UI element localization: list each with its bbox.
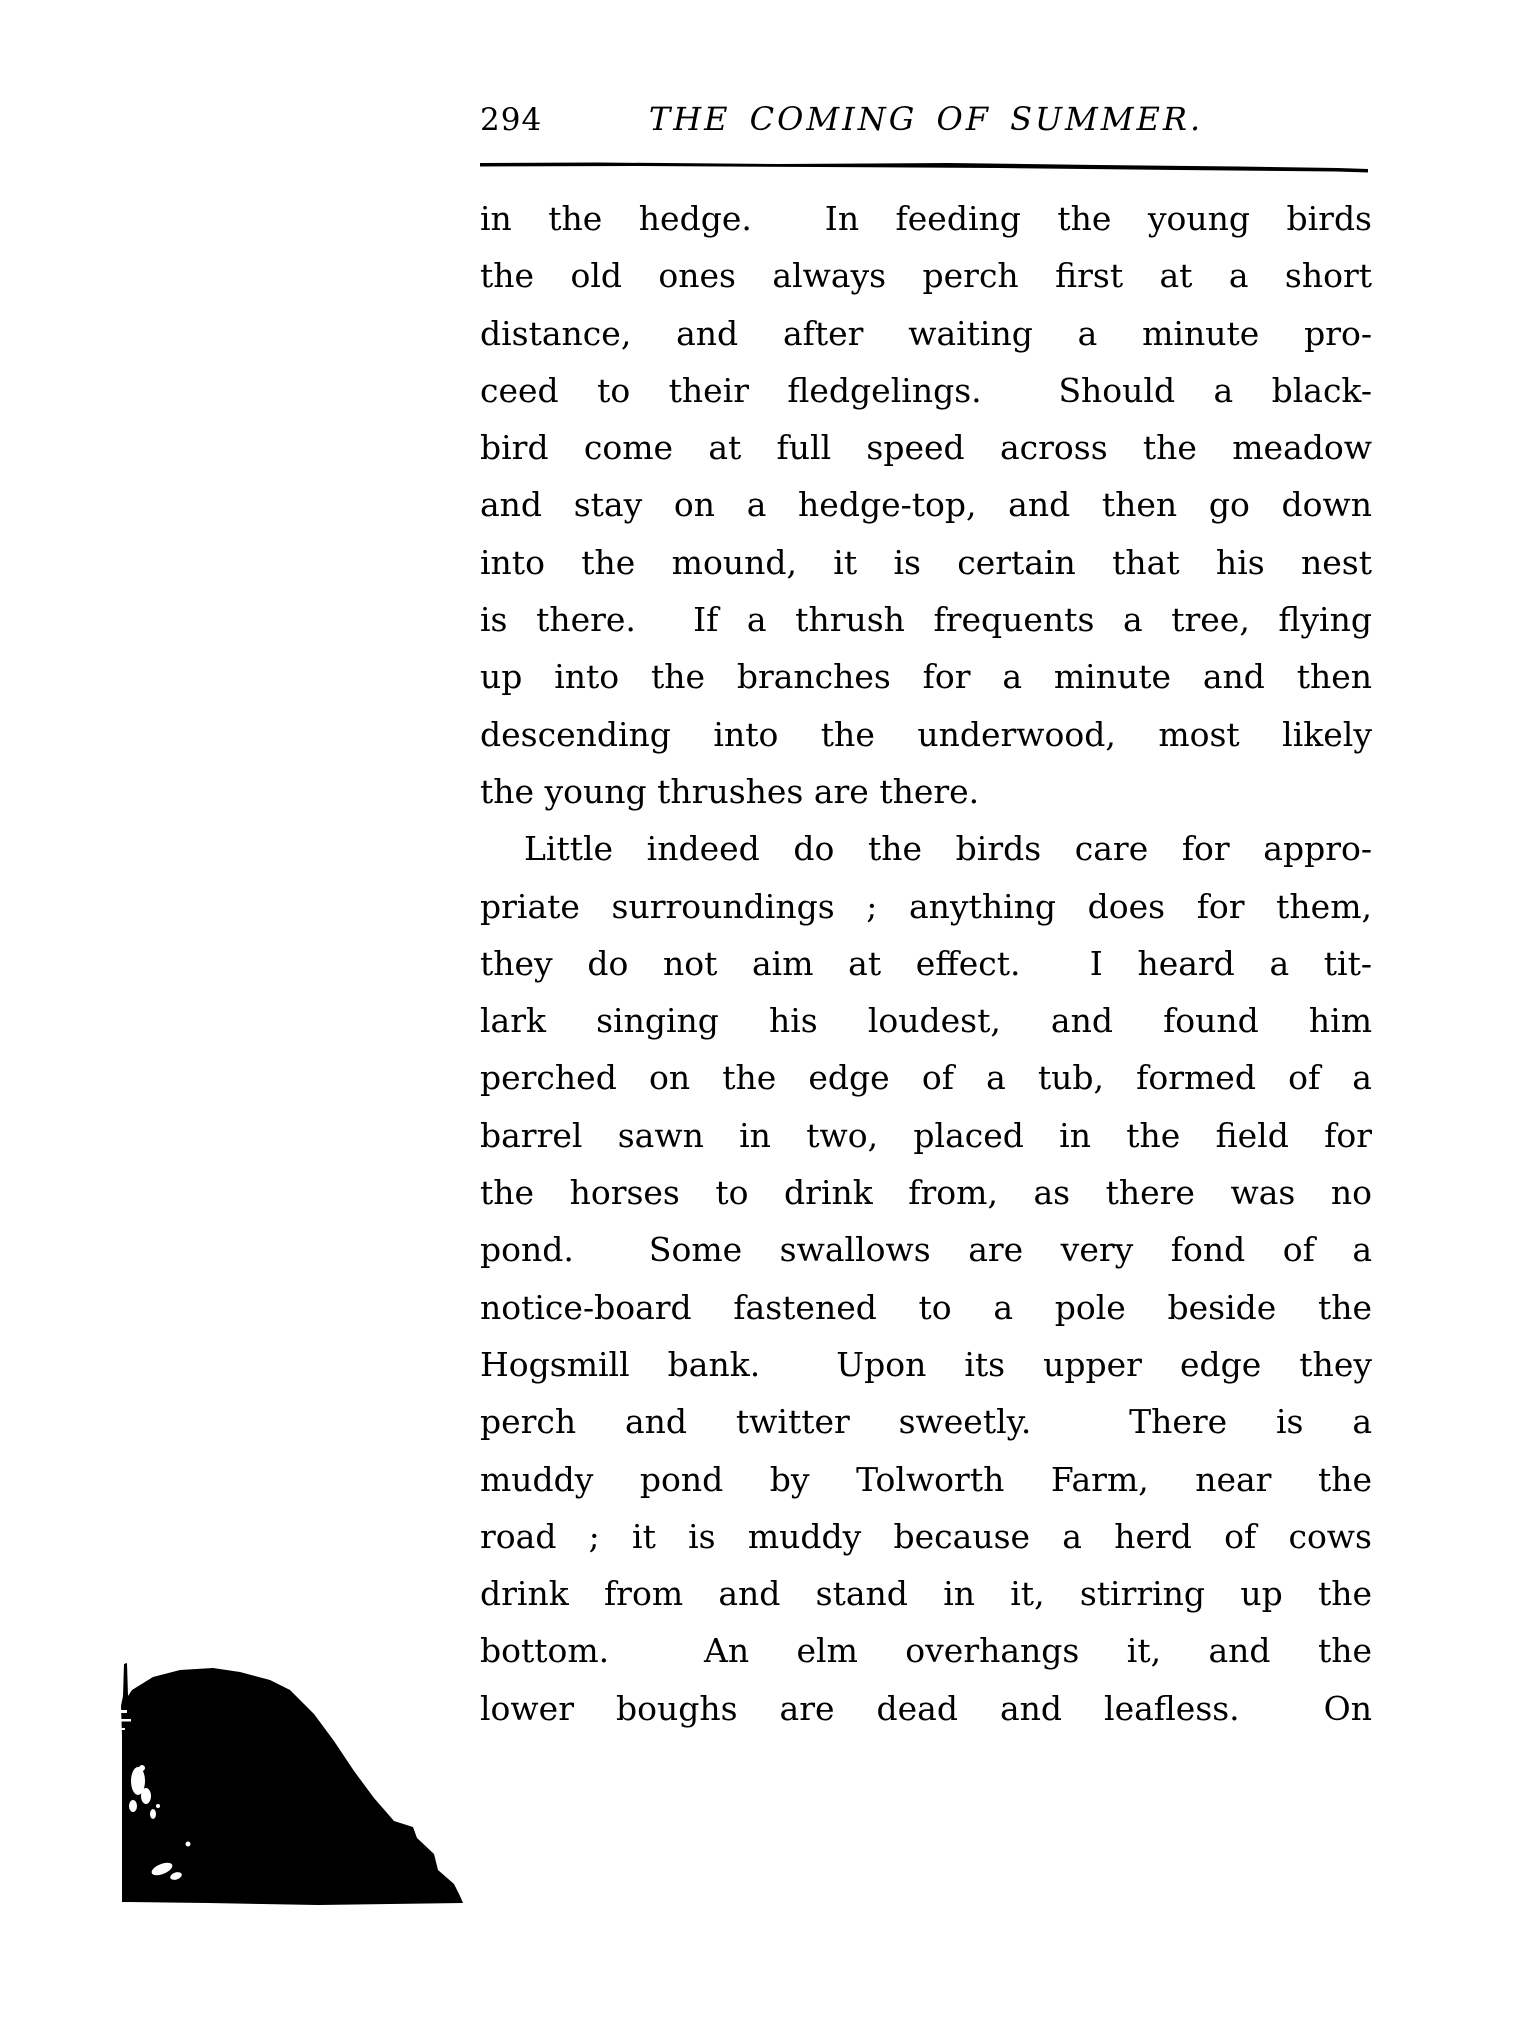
text-line: priate surroundings ; anything does for them,	[480, 886, 1372, 926]
ink-blot-figure	[118, 1656, 470, 1908]
text-line: lower boughs are dead and leafless. On	[480, 1688, 1372, 1728]
text-line: distance, and after waiting a minute pro-	[480, 313, 1372, 353]
text-line: the young thrushes are there.	[480, 771, 980, 811]
text-line: and stay on a hedge-top, and then go down	[480, 485, 1372, 525]
text-line: perch and twitter sweetly. There is a	[480, 1402, 1372, 1442]
text-line: muddy pond by Tolworth Farm, near the	[480, 1459, 1372, 1499]
text-line: barrel sawn in two, placed in the field for	[480, 1115, 1372, 1155]
text-line: bird come at full speed across the meadow	[480, 428, 1372, 468]
text-line: Little indeed do the birds care for appro-	[524, 829, 1372, 869]
header-rule	[478, 158, 1374, 178]
text-line: is there. If a thrush frequents a tree, flying	[480, 600, 1372, 640]
text-line: bottom. An elm overhangs it, and the	[480, 1631, 1372, 1671]
text-line: the old ones always perch first at a short	[480, 256, 1372, 296]
text-line: pond. Some swallows are very fond of a	[480, 1230, 1372, 1270]
text-line: descending into the underwood, most likely	[480, 714, 1372, 754]
page-number: 294	[480, 102, 543, 138]
text-line: Hogsmill bank. Upon its upper edge they	[480, 1344, 1372, 1384]
text-line: drink from and stand in it, stirring up the	[480, 1574, 1372, 1614]
text-line: notice-board fastened to a pole beside the	[480, 1287, 1372, 1327]
text-line: up into the branches for a minute and then	[480, 657, 1372, 697]
text-line: into the mound, it is certain that his nest	[480, 542, 1372, 582]
text-line: perched on the edge of a tub, formed of a	[480, 1058, 1372, 1098]
text-line: road ; it is muddy because a herd of cows	[480, 1516, 1372, 1556]
running-header-title: THE COMING OF SUMMER.	[648, 100, 1204, 138]
body-text	[480, 190, 1372, 1737]
text-line: the horses to drink from, as there was no	[480, 1173, 1372, 1213]
text-line: ceed to their fledgelings. Should a black-	[480, 370, 1372, 410]
text-line: they do not aim at effect. I heard a tit-	[480, 943, 1372, 983]
text-line: lark singing his loudest, and found him	[480, 1001, 1372, 1041]
text-line: in the hedge. In feeding the young birds	[480, 199, 1372, 238]
